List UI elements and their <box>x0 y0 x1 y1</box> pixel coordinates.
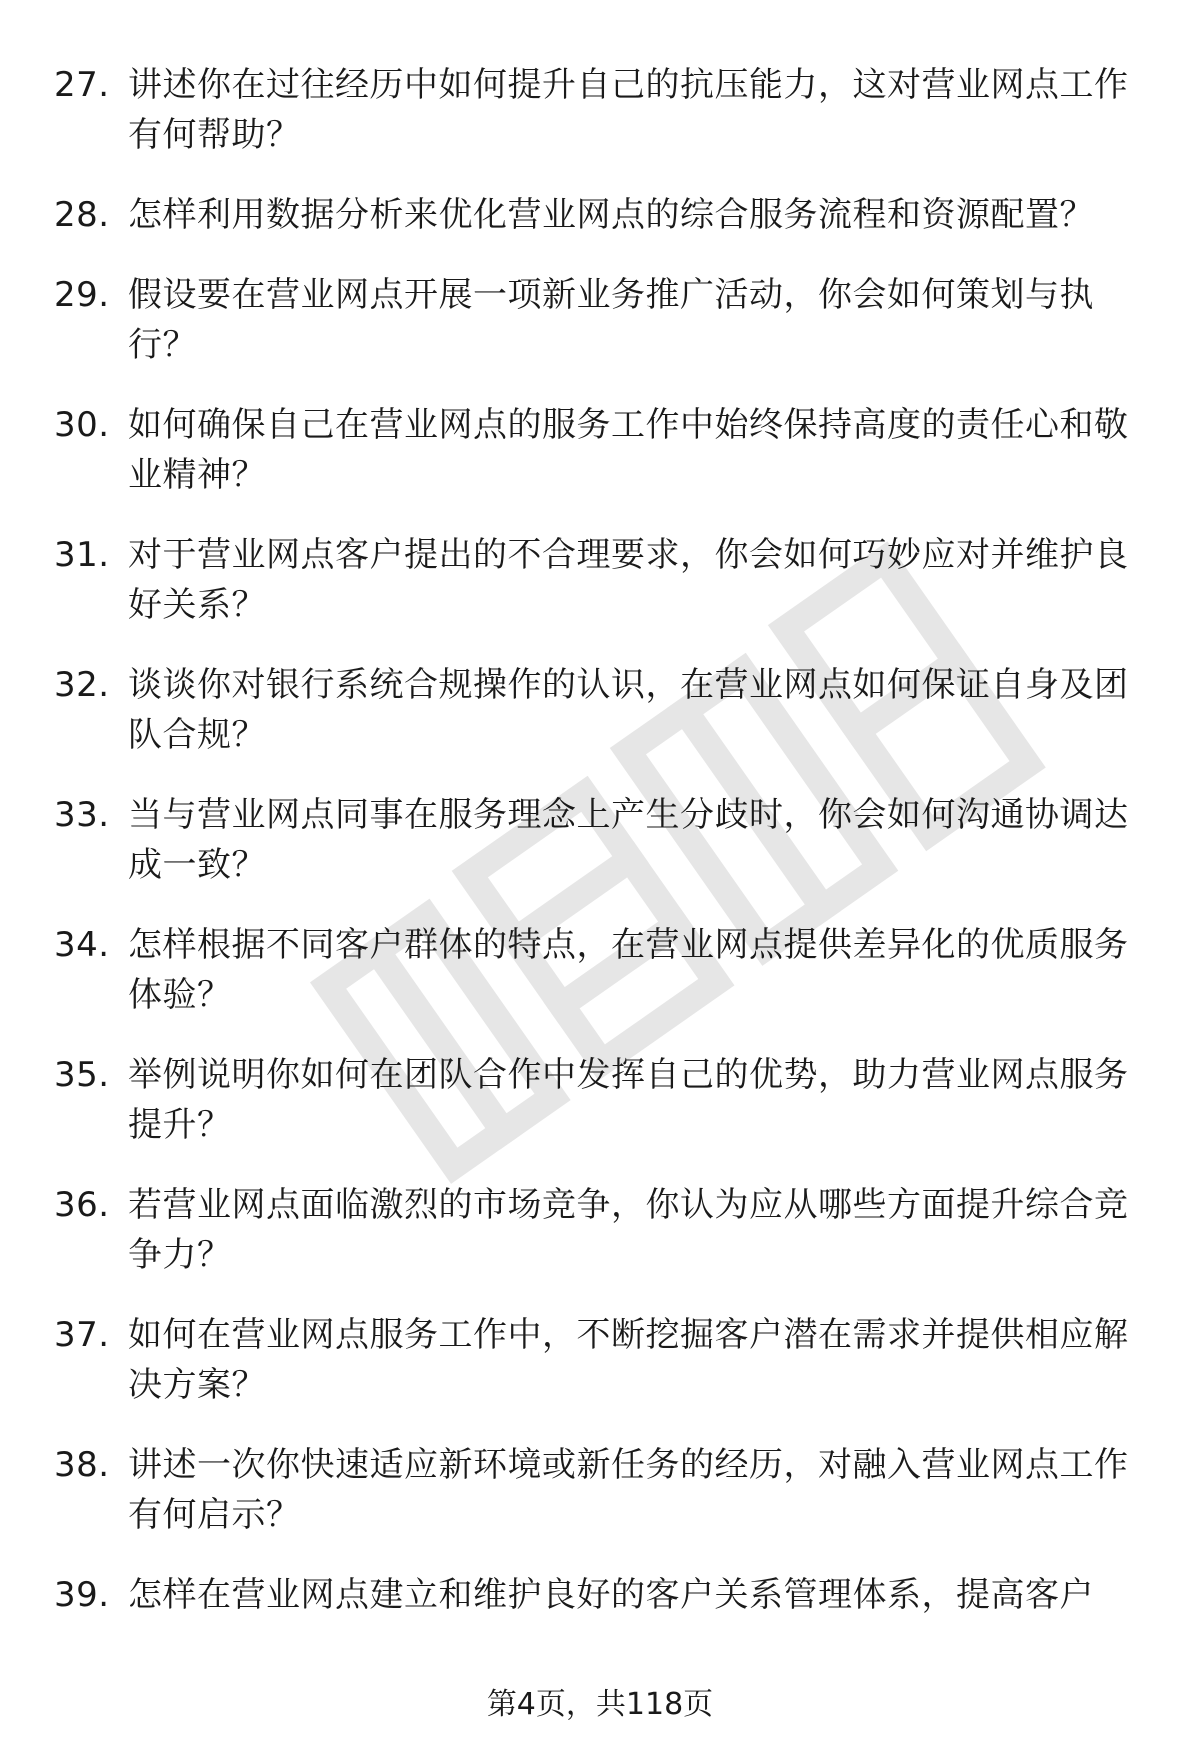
question-number: 33. <box>54 795 110 835</box>
question-number: 37. <box>54 1315 110 1355</box>
question-text: 讲述你在过往经历中如何提升自己的抗压能力，这对营业网点工作有何帮助？ <box>128 65 1129 155</box>
question-number: 29. <box>54 275 110 315</box>
question-number: 36. <box>54 1185 110 1225</box>
question-text: 怎样利用数据分析来优化营业网点的综合服务流程和资源配置？ <box>128 195 1094 235</box>
question-text: 怎样根据不同客户群体的特点，在营业网点提供差异化的优质服务体验？ <box>128 925 1129 1015</box>
question-item <box>54 400 1154 500</box>
page-footer <box>0 1685 1200 1725</box>
question-number: 39. <box>54 1575 110 1615</box>
question-item <box>54 660 1154 760</box>
question-text: 讲述一次你快速适应新环境或新任务的经历，对融入营业网点工作有何启示？ <box>128 1445 1129 1535</box>
question-number: 35. <box>54 1055 110 1095</box>
question-text: 谈谈你对银行系统合规操作的认识，在营业网点如何保证自身及团队合规？ <box>128 665 1129 755</box>
question-text: 当与营业网点同事在服务理念上产生分歧时，你会如何沟通协调达成一致？ <box>128 795 1129 885</box>
question-number: 38. <box>54 1445 110 1485</box>
question-item <box>54 1570 1154 1620</box>
question-item <box>54 790 1154 890</box>
question-number: 28. <box>54 195 110 235</box>
question-text: 对于营业网点客户提出的不合理要求，你会如何巧妙应对并维护良好关系？ <box>128 535 1129 625</box>
question-item <box>54 60 1154 160</box>
question-number: 31. <box>54 535 110 575</box>
question-text: 怎样在营业网点建立和维护良好的客户关系管理体系，提高客户 <box>128 1575 1094 1615</box>
question-text: 假设要在营业网点开展一项新业务推广活动，你会如何策划与执行？ <box>128 275 1094 365</box>
question-list <box>54 60 1154 1650</box>
question-text: 如何在营业网点服务工作中，不断挖掘客户潜在需求并提供相应解决方案？ <box>128 1315 1129 1405</box>
question-number: 34. <box>54 925 110 965</box>
question-item <box>54 1310 1154 1410</box>
question-number: 27. <box>54 65 110 105</box>
question-number: 30. <box>54 405 110 445</box>
question-item <box>54 1440 1154 1540</box>
question-number: 32. <box>54 665 110 705</box>
question-item <box>54 920 1154 1020</box>
question-item <box>54 190 1154 240</box>
question-item <box>54 270 1154 370</box>
question-text: 举例说明你如何在团队合作中发挥自己的优势，助力营业网点服务提升？ <box>128 1055 1129 1145</box>
question-text: 若营业网点面临激烈的市场竞争，你认为应从哪些方面提升综合竞争力？ <box>128 1185 1129 1275</box>
question-item <box>54 1180 1154 1280</box>
question-item <box>54 530 1154 630</box>
page-number-label: 第4页，共118页 <box>486 1687 714 1722</box>
question-item <box>54 1050 1154 1150</box>
question-text: 如何确保自己在营业网点的服务工作中始终保持高度的责任心和敬业精神？ <box>128 405 1129 495</box>
